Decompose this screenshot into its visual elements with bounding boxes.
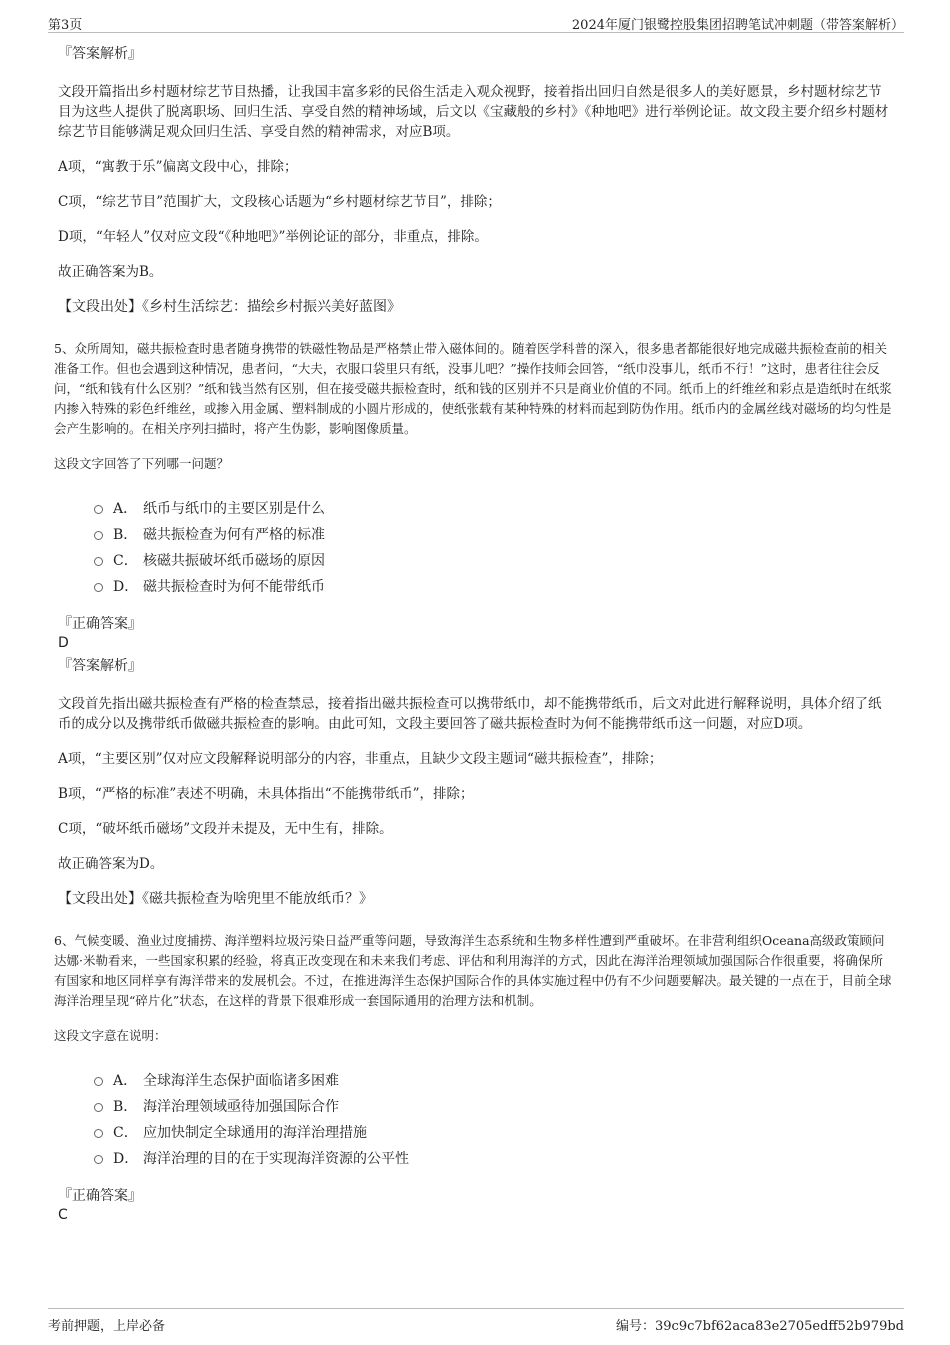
document-id: 编号：39c9c7bf62aca83e2705edff52b979bd: [616, 1319, 904, 1334]
question-5-prompt: 这段文字回答了下列哪一问题？: [54, 456, 230, 471]
radio-icon[interactable]: [94, 1129, 103, 1138]
question-5-options: [94, 496, 894, 600]
page-footer: [48, 1308, 904, 1337]
answer-label: 『正确答案』: [58, 616, 142, 632]
option-a[interactable]: A． 全球海洋生态保护面临诸多困难: [94, 1068, 894, 1094]
question-6-prompt: 这段文字意在说明：: [54, 1028, 167, 1043]
analysis-label: 『答案解析』: [58, 658, 142, 674]
question-6-options: [94, 1068, 894, 1172]
analysis-text: 文段首先指出磁共振检查有严格的检查禁忌，接着指出磁共振检查可以携带纸巾，却不能携带纸币，后文对此进行解释说明，具体介绍了纸币的成分以及携带纸币做磁共振检查的影响。由此可知，文段主要回答了磁共振检查时为何不能携带纸币这一问题，对应D项。: [58, 696, 882, 732]
radio-icon[interactable]: [94, 1103, 103, 1112]
page-header: [48, 12, 904, 33]
option-d[interactable]: D． 海洋治理的目的在于实现海洋资源的公平性: [94, 1146, 894, 1172]
analysis-option-b: B项，“严格的标准”表述不明确，未具体指出“不能携带纸币”，排除；: [58, 786, 474, 802]
page-content: [54, 44, 894, 1228]
radio-icon[interactable]: [94, 531, 103, 540]
footer-slogan: 考前押题，上岸必备: [48, 1319, 166, 1334]
analysis-label: 『答案解析』: [58, 46, 142, 62]
answer-value: C: [58, 1207, 68, 1223]
analysis-text: 文段开篇指出乡村题材综艺节目热播，让我国丰富多彩的民俗生活走入观众视野，接着指出回归自然是很多人的美好愿景，乡村题材综艺节目为这些人提供了脱离职场、回归生活、享受自然的精神场域，后文以《宝藏般的乡村》《种地吧》进行举例论证。故文段主要介绍乡村题材综艺节目能够满足观众回归生活、享受自然的精神需求，对应B项。: [58, 84, 889, 140]
analysis-option-a: A项，“寓教于乐”偏离文段中心，排除；: [58, 159, 298, 175]
analysis-option-d: D项，“年轻人”仅对应文段“《种地吧》”举例论证的部分，非重点，排除。: [58, 229, 488, 245]
radio-icon[interactable]: [94, 505, 103, 514]
source: 【文段出处】《乡村生活综艺：描绘乡村振兴美好蓝图》: [58, 299, 401, 315]
analysis-option-a: A项，“主要区别”仅对应文段解释说明部分的内容，非重点，且缺少文段主题词“磁共振检查”，排除；: [58, 751, 663, 767]
option-c[interactable]: C． 应加快制定全球通用的海洋治理措施: [94, 1120, 894, 1146]
option-c[interactable]: C． 核磁共振破坏纸币磁场的原因: [94, 548, 894, 574]
radio-icon[interactable]: [94, 1077, 103, 1086]
analysis-option-c: C项，“综艺节目”范围扩大，文段核心话题为“乡村题材综艺节目”，排除；: [58, 194, 501, 210]
conclusion: 故正确答案为D。: [58, 856, 164, 872]
option-b[interactable]: B． 磁共振检查为何有严格的标准: [94, 522, 894, 548]
answer-value: D: [58, 635, 69, 651]
radio-icon[interactable]: [94, 583, 103, 592]
option-a[interactable]: A． 纸币与纸巾的主要区别是什么: [94, 496, 894, 522]
question-6-text: 6、气候变暖、渔业过度捕捞、海洋塑料垃圾污染日益严重等问题，导致海洋生态系统和生物多样性遭到严重破坏。在非营利组织Oceana高级政策顾问达娜·米勒看来，一些国家积累的经验，将真正改变现在和未来我们考虑、评估和利用海洋的方式，因此在海洋治理领域加强国际合作很重要，将确保所有国家和地区同样享有海洋带来的发展机会。不过，在推进海洋生态保护国际合作的具体实施过程中仍有不少问题要解决。最关键的一点在于，目前全球海洋治理呈现“碎片化”状态，在这样的背景下很难形成一套国际通用的治理方法和机制。: [54, 933, 892, 1008]
option-b[interactable]: B． 海洋治理领域亟待加强国际合作: [94, 1094, 894, 1120]
radio-icon[interactable]: [94, 1155, 103, 1164]
source: 【文段出处】《磁共振检查为啥兜里不能放纸币？》: [58, 891, 373, 907]
page-number: 第3页: [48, 18, 83, 33]
option-d[interactable]: D． 磁共振检查时为何不能带纸币: [94, 574, 894, 600]
answer-label: 『正确答案』: [58, 1188, 142, 1204]
document-title: 2024年厦门银鹭控股集团招聘笔试冲刺题（带答案解析）: [571, 18, 904, 33]
analysis-option-c: C项，“破坏纸币磁场”文段并未提及，无中生有，排除。: [58, 821, 393, 837]
conclusion: 故正确答案为B。: [58, 264, 163, 280]
radio-icon[interactable]: [94, 557, 103, 566]
question-5-text: 5、众所周知，磁共振检查时患者随身携带的铁磁性物品是严格禁止带入磁体间的。随着医学科普的深入，很多患者都能很好地完成磁共振检查前的相关准备工作。但也会遇到这种情况，患者问，“大夫，衣服口袋里只有纸，没事儿吧？”操作技师会回答，“纸巾没事儿，纸币不行！”这时，患者往往会反问，“纸和钱有什么区别？”纸和钱当然有区别，但在接受磁共振检查时，纸和钱的区别并不只是商业价值的不同。纸币上的纤维丝和彩点是造纸时在纸浆内掺入特殊的彩色纤维丝，或掺入用金属、塑料制成的小圆片形成的，使纸张载有某种特殊的材料而起到防伪作用。纸币内的金属丝线对磁场的均匀性是会产生影响的。在相关序列扫描时，将产生伪影，影响图像质量。: [54, 341, 892, 436]
